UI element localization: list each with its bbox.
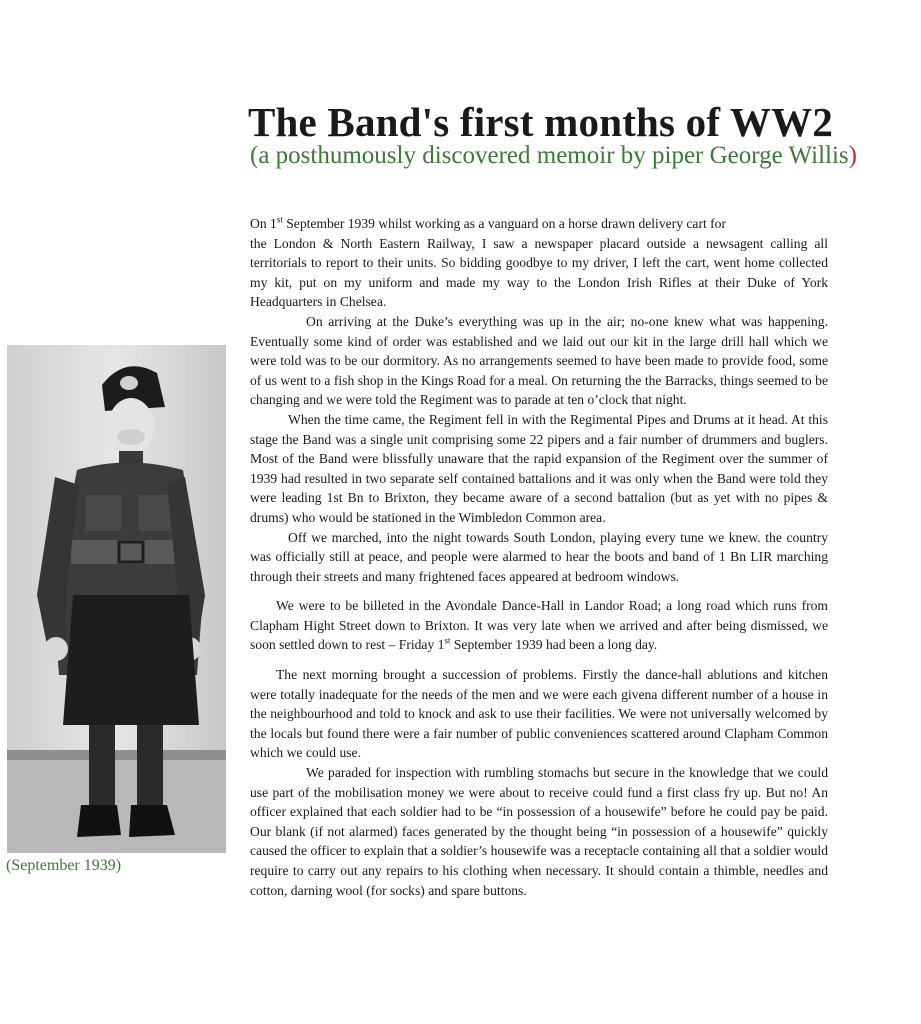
paragraph-2: On arriving at the Duke’s everything was up in the air; no-one knew what was happening. Eventually some kind of order was established and we laid out our kit in the large drill hall which we were told was to be our dormitory. As no arrangements seemed to have been made to provide food, some of us went to a fish shop in the Kings Road for a meal. On returning the the Barracks, things seemed to be changing and we were told the Regiment was to parade at ten o’clock that night.	[250, 313, 828, 408]
photo-caption: (September 1939)	[6, 857, 122, 874]
paragraph-5	[250, 596, 828, 655]
paragraph-6: The next morning brought a succession of problems. Firstly the dance-hall ablutions and kitchen were totally inadequate for the needs of the men and we were each givena different number of a house in the neighbourhood and told to knock and ask to use their facilities. We were not universally welcomed by the locals but found there were a fair number of public conveniences scattered around Clapham Common which we could use.	[250, 667, 828, 761]
paragraph-1	[250, 214, 828, 312]
p1-start: On 1	[250, 216, 277, 231]
soldier-figure-image	[7, 345, 226, 853]
paragraph-7: We paraded for inspection with rumbling stomachs but secure in the knowledge that we could use part of the mobilisation money we were about to receive could fund a first class fry up. But no! An officer explained that each soldier had to be “in possession of a housewife” before he could pay be paid. Our blank (if not alarmed) faces generated by the thought being “in possession of a housewife” quickly caused the officer to explain that a soldier’s housewife was a receptacle containing all that a soldier would require to carry out any repairs to his clothing when necessary. It should contain a thimble, needles and cotton, darning wool (for socks) and spare buttons.	[250, 765, 828, 898]
subtitle-closing-paren: )	[848, 142, 857, 169]
p1-superscript: st	[276, 214, 283, 225]
page-title: The Band's first months of WW2	[248, 99, 834, 145]
memoir-text	[250, 214, 828, 900]
page-subtitle	[250, 141, 890, 171]
paragraph-3: When the time came, the Regiment fell in with the Regimental Pipes and Drums at it head. At this stage the Band was a single unit comprising some 22 pipers and a fair number of drummers and buglers. Most of the Band were blissfully unaware that the rapid expansion of the Regiment over the summer of 1939 had resulted in two separate self contained battalions and it was only when the Band were told they were leading 1st Bn to Brixton, they became aware of a second battalion (but as yet with no pipes & drums) who would be stationed in the Wimbledon Common area.	[250, 411, 828, 525]
paragraph-4: Off we marched, into the night towards South London, playing every tune we knew. the country was officially still at peace, and people were alarmed to hear the boots and band of 1 Bn LIR marching through their streets and many frightened faces appeared at bedroom windows.	[250, 529, 828, 584]
soldier-photo	[7, 345, 226, 853]
p1-rest: the London & North Eastern Railway, I saw a newspaper placard outside a newsagent calling all territorials to report to their units. So bidding goodbye to my driver, I left the cart, went home collected my kit, put on my uniform and made my way to the London Irish Rifles at their Duke of York Headquarters in Chelsea.	[250, 235, 828, 310]
p1-first-line-end: September 1939 whilst working as a vanguard on a horse drawn delivery cart for	[282, 216, 727, 231]
p5-superscript: st	[444, 635, 451, 646]
p5-end: September 1939 had been a long day.	[450, 637, 658, 653]
p5-start: We were to be billeted in the Avondale Dance-Hall in Landor Road; a long road which runs from Clapham Hight Street down to Brixton. It was very late when we arrived and after being dismissed, we soon settled down to rest – Friday 1	[250, 598, 828, 653]
subtitle-text: (a posthumously discovered memoir by piper George Willis	[250, 142, 849, 169]
